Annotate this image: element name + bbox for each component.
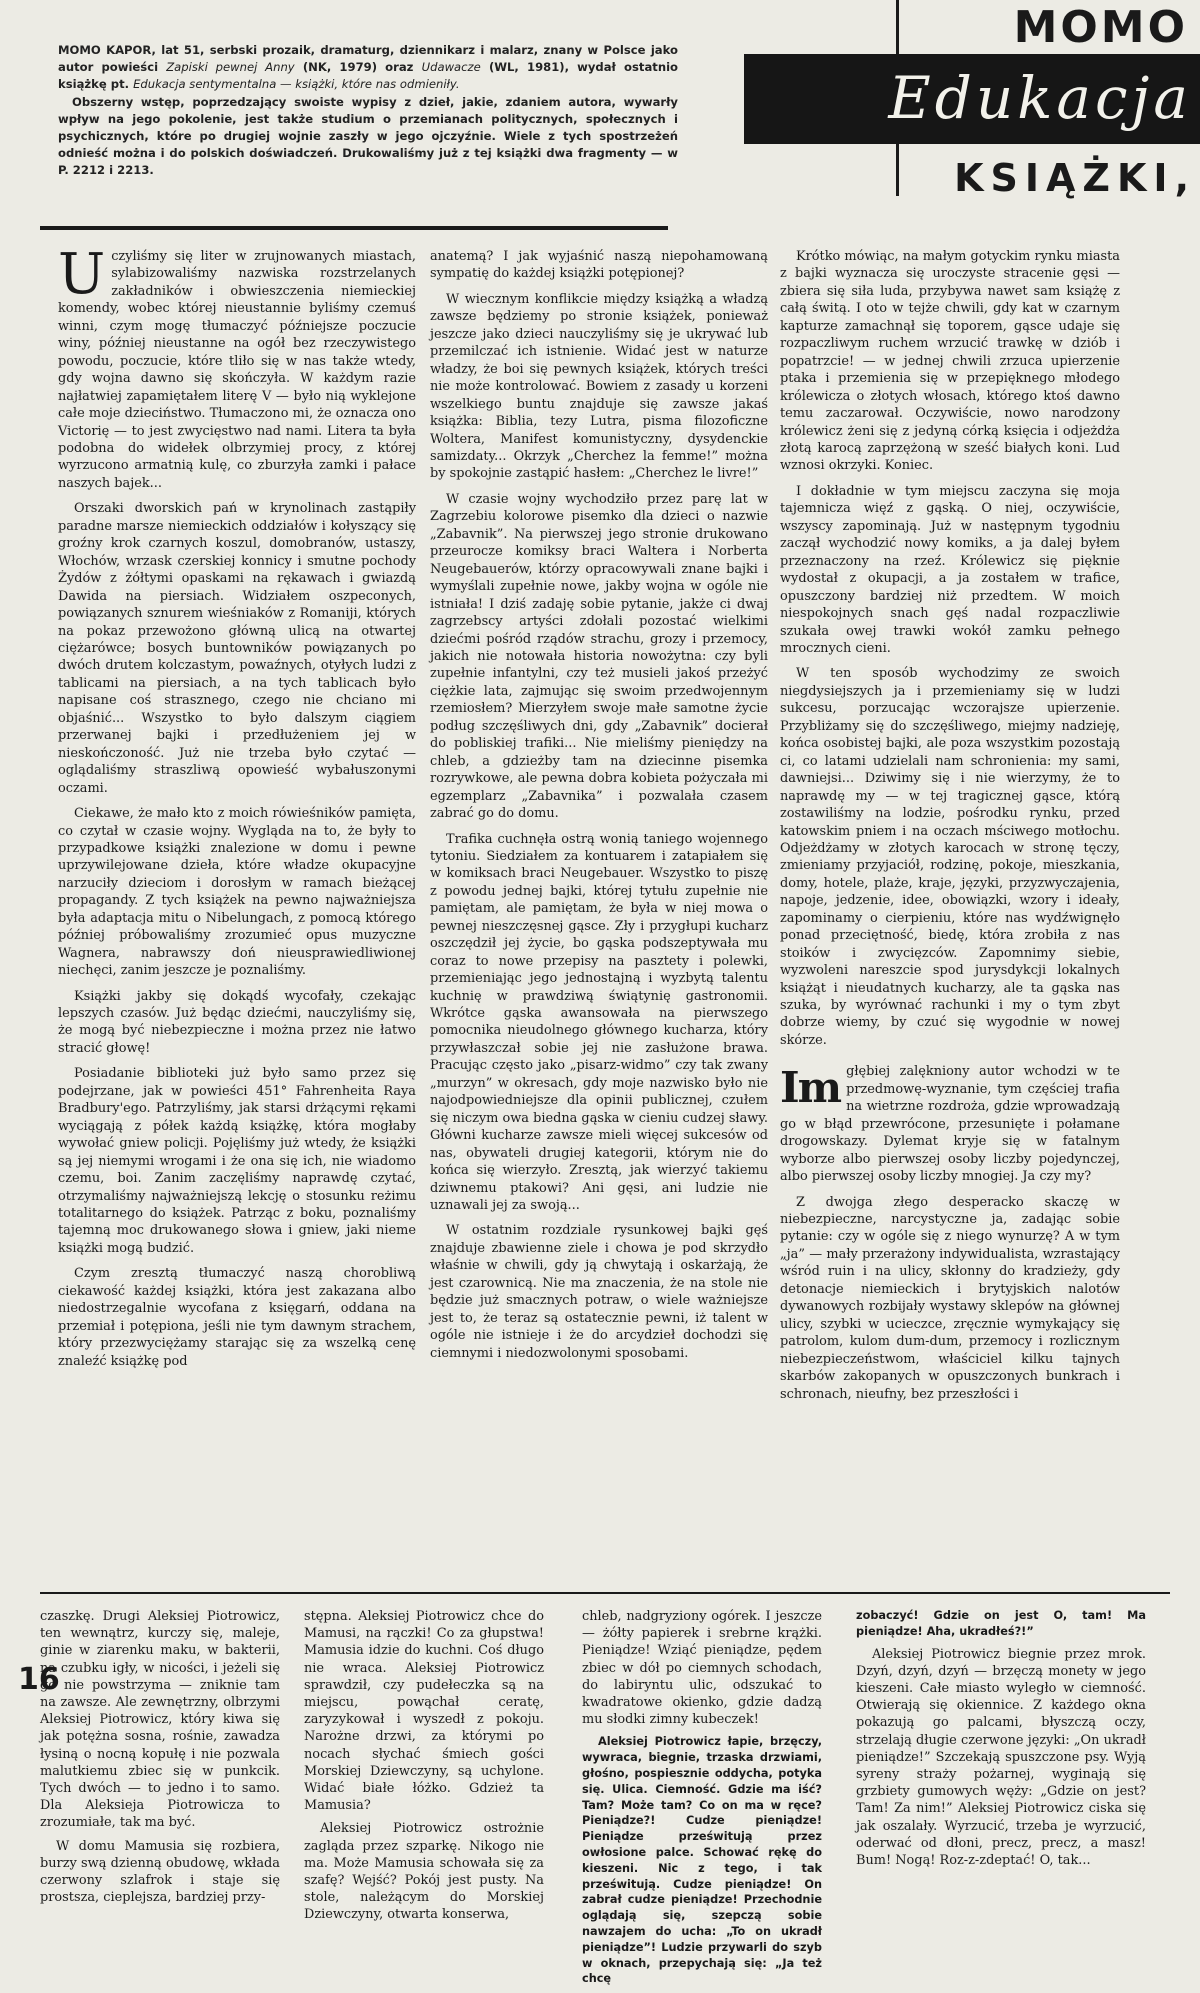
paragraph: czaszkę. Drugi Aleksiej Piotrowicz, ten wewnątrz, kurczy się, maleje, ginie w ziarenku maku, w bakterii, na czubku igły, w nicości, i jeżeli się go nie powstrzyma — zniknie tam na zawsze. Ale zewnętrzny, olbrzymi Aleksiej Piotrowicz, który kiwa się jak potężna sosna, rośnie, zawadza łysiną o nocną kopułę i nie pozwala malutkiemu zbiec się w punkcik. Tych dwóch — to jedno i to samo. Dla Aleksieja Piotrowicza to zrozumiałe, tak ma być.: [40, 1609, 280, 1831]
paragraph: Aleksiej Piotrowicz biegnie przez mrok. Dzyń, dzyń, dzyń — brzęczą monety w jego kieszeni. Całe miasto wyległo w ciemność. Otwierają się okiennice. Z każdego okna pokazują go palcami, błyszczą oczy, strzelają długie czerwone języki: „On ukradł pieniądze!” Szczekają spuszczone psy. Wyją syreny straży pożarnej, wyginają się grzbiety gumowych węży: „Gdzie on jest? Tam! Za nim!” Aleksiej Piotrowicz ciska się jak oszalały. Wyrzucić, trzeba je wyrzucić, oderwać od dłoni, precz, precz, a masz! Bum! Nogą! Roz-z-zdeptać! O, tak...: [856, 1646, 1146, 1869]
paragraph: Aleksiej Piotrowicz ostrożnie zagląda przez szparkę. Nikogo nie ma. Może Mamusia schowała się za szafę? Wejść? Pokój jest pusty. Na stole, należącym do Morskiej Dziewczyny, otwarta konserwa,: [304, 1821, 544, 1923]
bottom-column-1: [40, 1608, 280, 1912]
article-column-1: [58, 242, 416, 1378]
paragraph: Aleksiej Piotrowicz łapie, brzęczy, wywraca, biegnie, trzaska drzwiami, głośno, pospiesznie oddycha, potyka się. Ulica. Ciemność. Gdzie ma iść? Tam? Może tam? Co on ma w ręce? Pieniądze?! Cudze pieniądze! Pieniądze prześwitują przez owłosione palce. Schować rękę do kieszeni. Nic z tego, i tak prześwitują. Cudze pieniądze! On zabrał cudze pieniądze! Przechodnie oglądają się, szepczą sobie nawzajem do ucha: „To on ukradł pieniądze”! Ludzie przywarli do szyb w oknach, przepychają się: „Ja też chcę: [582, 1735, 822, 1986]
paragraph: Trafika cuchnęła ostrą wonią taniego wojennego tytoniu. Siedziałem za kontuarem i zatapiałem się w komiksach braci Neugebauer. Wszystko to piszę z powodu jednej bajki, której tytułu zupełnie nie pamiętam, ale pamiętam, że była w niej mowa o pewnej nieszczęsnej gąsce. Zły i przygłupi kucharz oszczędził jej życie, bo gąska podszeptywała mu coraz to nowe przepisy na pasztety i polewki, przemieniając jego jednostajną i wyzbytą talentu kuchnię w prawdziwą świątynię gastronomii. Wkrótce gąska awansowała na pierwszego pomocnika nieudolnego głównego kucharza, który przywłaszczał sobie jej nie zasłużone brawa. Pracując często jako „pisarz-widmo” czy tak zwany „murzyn” w okresach, gdy moje nazwisko było nie najodpowiedniejsze dla opinii publicznej, czułem się niczym owa biedna gąska w cieniu cudzej sławy. Główni kucharze zawsze mieli więcej sukcesów od nas, obywateli drugiej kategorii, którym nie do końca się wierzyło. Zresztą, jak wierzyć takiemu dziwnemu ptakowi? Ani gęsi, ani ludzie nie uznawali jej za swoją...: [430, 831, 768, 1214]
paragraph: Uczyliśmy się liter w zrujnowanych miastach, sylabizowaliśmy nazwiska rozstrzelanych zakładników i obwieszczenia niemieckiej komendy, wobec której nieustannie byliśmy czemuś winni, czym mogę tłumaczyć późniejsze poczucie winy, później nieustanne na ogół bez rzeczywistego powodu, poczucie, które tliło się w nas także wtedy, gdy wojna dawno się skończyła. W każdym razie najłatwiej zapamiętałem literę V — było nią wyklejone całe moje dzieciństwo. Tłumaczono mi, że oznacza ono Victorię — to jest zwycięstwo nad nami. Litera ta była podobna do widełek olbrzymiej procy, z której wyrzucono armatnią kulę, co zburzyła zamki i pałace naszych bajek...: [58, 242, 416, 491]
intro-paragraph-2: Obszerny wstęp, poprzedzający swoiste wypisy z dzieł, jakie, zdaniem autora, wywarły wpływ na jego pokolenie, jest także studium o przemianach politycznych, społecznych i psychicznych, które po drugiej wojnie zaszły w jego ojczyźnie. Wiele z tych spostrzeżeń odnieść można i do polskich doświadczeń. Drukowaliśmy już z tej książki dwa fragmenty — w P. 2212 i 2213.: [58, 94, 678, 178]
article-column-2: [430, 248, 768, 1370]
intro-note: [58, 42, 678, 180]
bottom-column-3: [582, 1608, 822, 1993]
article-title-line1: Edukacja: [888, 64, 1192, 132]
paragraph: Czym zresztą tłumaczyć naszą chorobliwą ciekawość każdej książki, która jest zakazana albo niedostrzegalnie wycofana z księgarń, oddana na przemiał i potępiona, jeśli nie tym dawnym strachem, który przezwyciężamy starając się za wszelką cenę znaleźć książkę pod: [58, 1266, 416, 1369]
intro-divider: [40, 226, 668, 230]
paragraph: Książki jakby się dokądś wycofały, czekając lepszych czasów. Już będąc dziećmi, nauczyliśmy się, że mogą być niebezpieczne i można przez nie łatwo stracić głowę!: [58, 988, 416, 1056]
paragraph: W czasie wojny wychodziło przez parę lat w Zagrzebiu kolorowe pisemko dla dzieci o nazwie „Zabavnik”. Na pierwszej jego stronie drukowano przeurocze komiksy braci Waltera i Norberta Neugebauerów, którzy opracowywali znane bajki i wymyślali zupełnie nowe, jakby wojna w ogóle nie istniała! I dziś zadaję sobie pytanie, jakże ci dwaj zagrzebscy artyści zdołali pozostać wielkimi dziećmi pośród rządów strachu, grozy i przemocy, jakich nie notowała historia nowożytna: czy byli zupełnie infantylni, czy też musieli jakoś przeżyć ciężkie lata, zajmując się swoim przedwojennym rzemiosłem? Mierzyłem swoje małe samotne życie podług szczęśliwych dni, gdy „Zabavnik” docierał do pobliskiej trafiki... Nie mieliśmy pieniędzy na chleb, a gdzieżby tam na dziecinne pisemka rozrywkowe, ale pewna dobra kobieta pożyczała mi egzemplarz „Zabavnika” i pozwalała czasem zabrać go do domu.: [430, 491, 768, 822]
paragraph: Krótko mówiąc, na małym gotyckim rynku miasta z bajki wyznacza się uroczyste stracenie gęsi — zbiera się siła luda, przybywa nawet sam książę z całą świtą. I oto w tejże chwili, gdy kat w czarnym kapturze zamachnął się toporem, gąsce udaje się rozpaczliwym ruchem wrzucić trawkę w dziób i popatrzcie! — w jednej chwili zrzuca upierzenie ptaka i przemienia się w przepięknego młodego królewicza o złotych włosach, którego ktoś dawno temu zaczarował. Oczywiście, nowo narodzony królewicz żeni się z jedyną córką księcia i odjeżdża złotą karocą zaprzężoną w sześć białych koni. Lud wznosi okrzyki. Koniec.: [780, 249, 1120, 474]
paragraph: Posiadanie biblioteki już było samo przez się podejrzane, jak w powieści 451° Fahrenheita Raya Bradbury'ego. Patrzyliśmy, jak starsi drżącymi rękami wyciągają z półek każdą książkę, która mogłaby wywołać gniew policji. Pojęliśmy już wtedy, że książki są jej niemymi wrogami i że ona się ich, nie wiadomo czemu, boi. Zanim zaczęliśmy naprawdę czytać, otrzymaliśmy najważniejszą lekcję o stosunku reżimu totalitarnego do książek. Patrząc z boku, poznaliśmy tajemną moc drukowanego słowa i gniew, jaki nieme książki mogą budzić.: [58, 1066, 416, 1256]
article-title-line2: KSIĄŻKI,: [954, 156, 1196, 200]
paragraph: Ciekawe, że mało kto z moich rówieśników pamięta, co czytał w czasie wojny. Wygląda na to, że były to przypadkowe książki znalezione w domu i pewne uprzywilejowane dzieła, które władze okupacyjne narzuciły dzieciom i dorosłym w ramach bieżącej propagandy. Z tych książek na pewno najważniejsza była adaptacja mitu o Nibelungach, z pomocą którego później próbowaliśmy zrozumieć opus muzyczne Wagnera, nabrawszy doń nieusprawiedliwionej niechęci, zanim jeszcze je poznaliśmy.: [58, 806, 416, 979]
intro-paragraph-1: MOMO KAPOR, lat 51, serbski prozaik, dramaturg, dziennikarz i malarz, znany w Polsce jako autor powieści Zapiski pewnej Anny (NK, 1979) oraz Udawacze (WL, 1981), wydał ostatnio książkę pt. Edukacja sentymentalna — książki, które nas odmieniły.: [58, 43, 679, 92]
paragraph: W wiecznym konflikcie między książką a władzą zawsze będziemy po stronie książek, ponieważ jeszcze jako dzieci nauczyliśmy się je ukrywać lub przemilczać ich istnienie. Widać jest w naturze władzy, że boi się pewnych książek, których treści nie może kontrolować. Bowiem z zasady u korzeni wszelkiego buntu znajduje się zawsze jakaś książka: Biblia, tezy Lutra, pisma filozoficzne Woltera, Manifest komunistyczny, dysydenckie samizdaty... Okrzyk „Cherchez la femme!” można by spokojnie zastąpić hasłem: „Cherchez le livre!”: [430, 291, 768, 482]
bottom-column-4: [856, 1608, 1146, 1875]
paragraph: W domu Mamusia się rozbiera, burzy swą dzienną obudowę, wkłada czerwony szlafrok i staje się prostsza, cieplejsza, bardziej przy-: [40, 1838, 280, 1906]
paragraph: W ten sposób wychodzimy ze swoich niegdysiejszych ja i przemieniamy się w ludzi sukcesu, porzucając wczorajsze upierzenie. Przybliżamy się do szczęśliwego, miejmy nadzieję, końca osobistej bajki, ale poza wszystkim pozostają ci, co latami udzielali nam schronienia: my sami, dawniejsi... Dziwimy się i nie wierzymy, że to naprawdę my — w tej tragicznej gąsce, którą zostawiliśmy na lodzie, pośrodku rynku, przed katowskim pniem i na oczach mściwego motłochu. Odjeżdżamy w złotych karocach w stronę tęczy, zmieniamy przyjaciół, rodzinę, pokoje, mieszkania, domy, hotele, plaże, kraje, języki, przyzwyczajenia, napoje, jedzenie, idee, obowiązki, wzory i ideały, zapominamy o cierpieniu, które nas wydźwignęło ponad przeciętność, biedę, która zrobiła z nas stoików i zwycięzców. Zapomnimy siebie, wyzwoleni nareszcie spod jurysdykcji lokalnych książąt i nieudatnych kucharzy, ale ta gąska nas szuka, by wyrównać rachunki i my o tym zbyt dobrze wiemy, by czuć się wygodnie w nowej skórze.: [780, 666, 1120, 1048]
author-name: MOMO: [1013, 2, 1188, 53]
paragraph: zobaczyć! Gdzie on jest O, tam! Ma pieniądze! Aha, ukradłeś?!”: [856, 1609, 1146, 1638]
article-column-3: [780, 248, 1120, 1411]
section-divider: [40, 1592, 1170, 1594]
paragraph: Orszaki dworskich pań w krynolinach zastąpiły paradne marsze niemieckich oddziałów i kołyszący się groźny krok czarnych koszul, domobranów, ustaszy, Włochów, wrzask czerskiej konnicy i smutne pochody Żydów z żółtymi opaskami na rękawach i gwiazdą Dawida na piersiach. Widziałem oszpeconych, powiązanych sznurem wieśniaków z Romaniji, których na pokaz przewożono główną ulicą na otwartej ciężarówce; bosych buntowników powiązanych po dwóch drutem kolczastym, powaźnych, otyłych ludzi z tablicami na piersiach, a na tych tablicach było napisane coś strasznego, czego nie chciano mi objaśnić... Wszystko to było dalszym ciągiem przerwanej bajki i przedłużeniem jej w nieskończoność. Już nie trzeba było czytać — oglądaliśmy straszliwą opowieść wybałuszonymi oczami.: [58, 501, 416, 796]
paragraph: chleb, nadgryziony ogórek. I jeszcze — żółty papierek i srebrne krążki. Pieniądze! Wziąć pieniądze, pędem zbiec w dół po ciemnych schodach, do labiryntu ulic, odszukać to kwadratowe okienko, gdzie dadzą mu słodki zimny kubeczek!: [582, 1609, 822, 1728]
paragraph: anatemą? I jak wyjaśnić naszą niepohamowaną sympatię do każdej książki potępionej?: [430, 249, 768, 282]
paragraph: I dokładnie w tym miejscu zaczyna się moja tajemnicza więź z gąską. O niej, oczywiście, wszyscy zapominają. Już w następnym tygodniu zaczął wychodzić nowy komiks, a ja dalej byłem przeznaczony na rzeź. Królewicz się pięknie wydostał z okupacji, a ja zostałem w trafice, opuszczony bardziej niż przedtem. W moich niespokojnych snach gęś nadal rozpaczliwie szukała owej trawki wokół zamku pełnego mrocznych cieni.: [780, 483, 1120, 656]
paragraph: W ostatnim rozdziale rysunkowej bajki gęś znajduje zbawienne ziele i chowa je pod skrzydło właśnie w chwili, gdy ją chwytają i oskarżają, że jest czarownicą. Nie ma znaczenia, że na stole nie będzie już smacznych potraw, o wiele ważniejsze jest to, że teraz są ostatecznie pewni, iż talent w ogóle nie istnieje i że do arcydzieł dochodzi się ciemnymi i niedozwolonymi sposobami.: [430, 1223, 768, 1361]
drop-cap: U: [58, 242, 106, 307]
drop-cap: Im: [780, 1063, 841, 1113]
bottom-column-2: [304, 1608, 544, 1930]
paragraph: stępna. Aleksiej Piotrowicz chce do Mamusi, na rączki! Co za głupstwa! Mamusia idzie do kuchni. Coś długo nie wraca. Aleksiej Piotrowicz sprawdził, czy pudełeczka są na miejscu, powąchał ceratę, zaryzykował i wyszedł z pokoju. Narożne drzwi, za którymi po nocach słychać śmiech gości Morskiej Dziewczyny, są uchylone. Widać białe łóżko. Gdzież ta Mamusia?: [304, 1609, 544, 1814]
paragraph: Im głębiej zalękniony autor wchodzi w te przedmowę-wyznanie, tym częściej trafia na wietrzne rozdroża, gdzie wprowadzają go w błąd przewrócone, przesunięte i połamane drogowskazy. Dylemat kryje się w fatalnym wyborze albo pierwszej osoby liczby pojedynczej, albo pierwszej osoby liczby mnogiej. Ja czy my?: [780, 1063, 1120, 1185]
paragraph: Z dwojga złego desperacko skaczę w niebezpieczne, narcystyczne ja, zadając sobie pytanie: czy w ogóle się z niego wynurzę? A w tym „ja” — mały przerażony indywidualista, wzrastający wśród ruin i na ulicy, skłonny do kradzieży, gdy detonacje niemieckich i brytyjskich nalotów dywanowych rozbijały wystawy sklepów na głównej ulicy, szybki w ucieczce, zręcznie wymykający się patrolom, kulom dum-dum, przemocy i rozlicznym niebezpieczeństwom, właściciel kilku tajnych skarbów zakopanych w opuszczonych bunkrach i schronach, nieufny, bez przeszłości i: [780, 1194, 1120, 1402]
page-number: 16: [18, 1662, 60, 1697]
